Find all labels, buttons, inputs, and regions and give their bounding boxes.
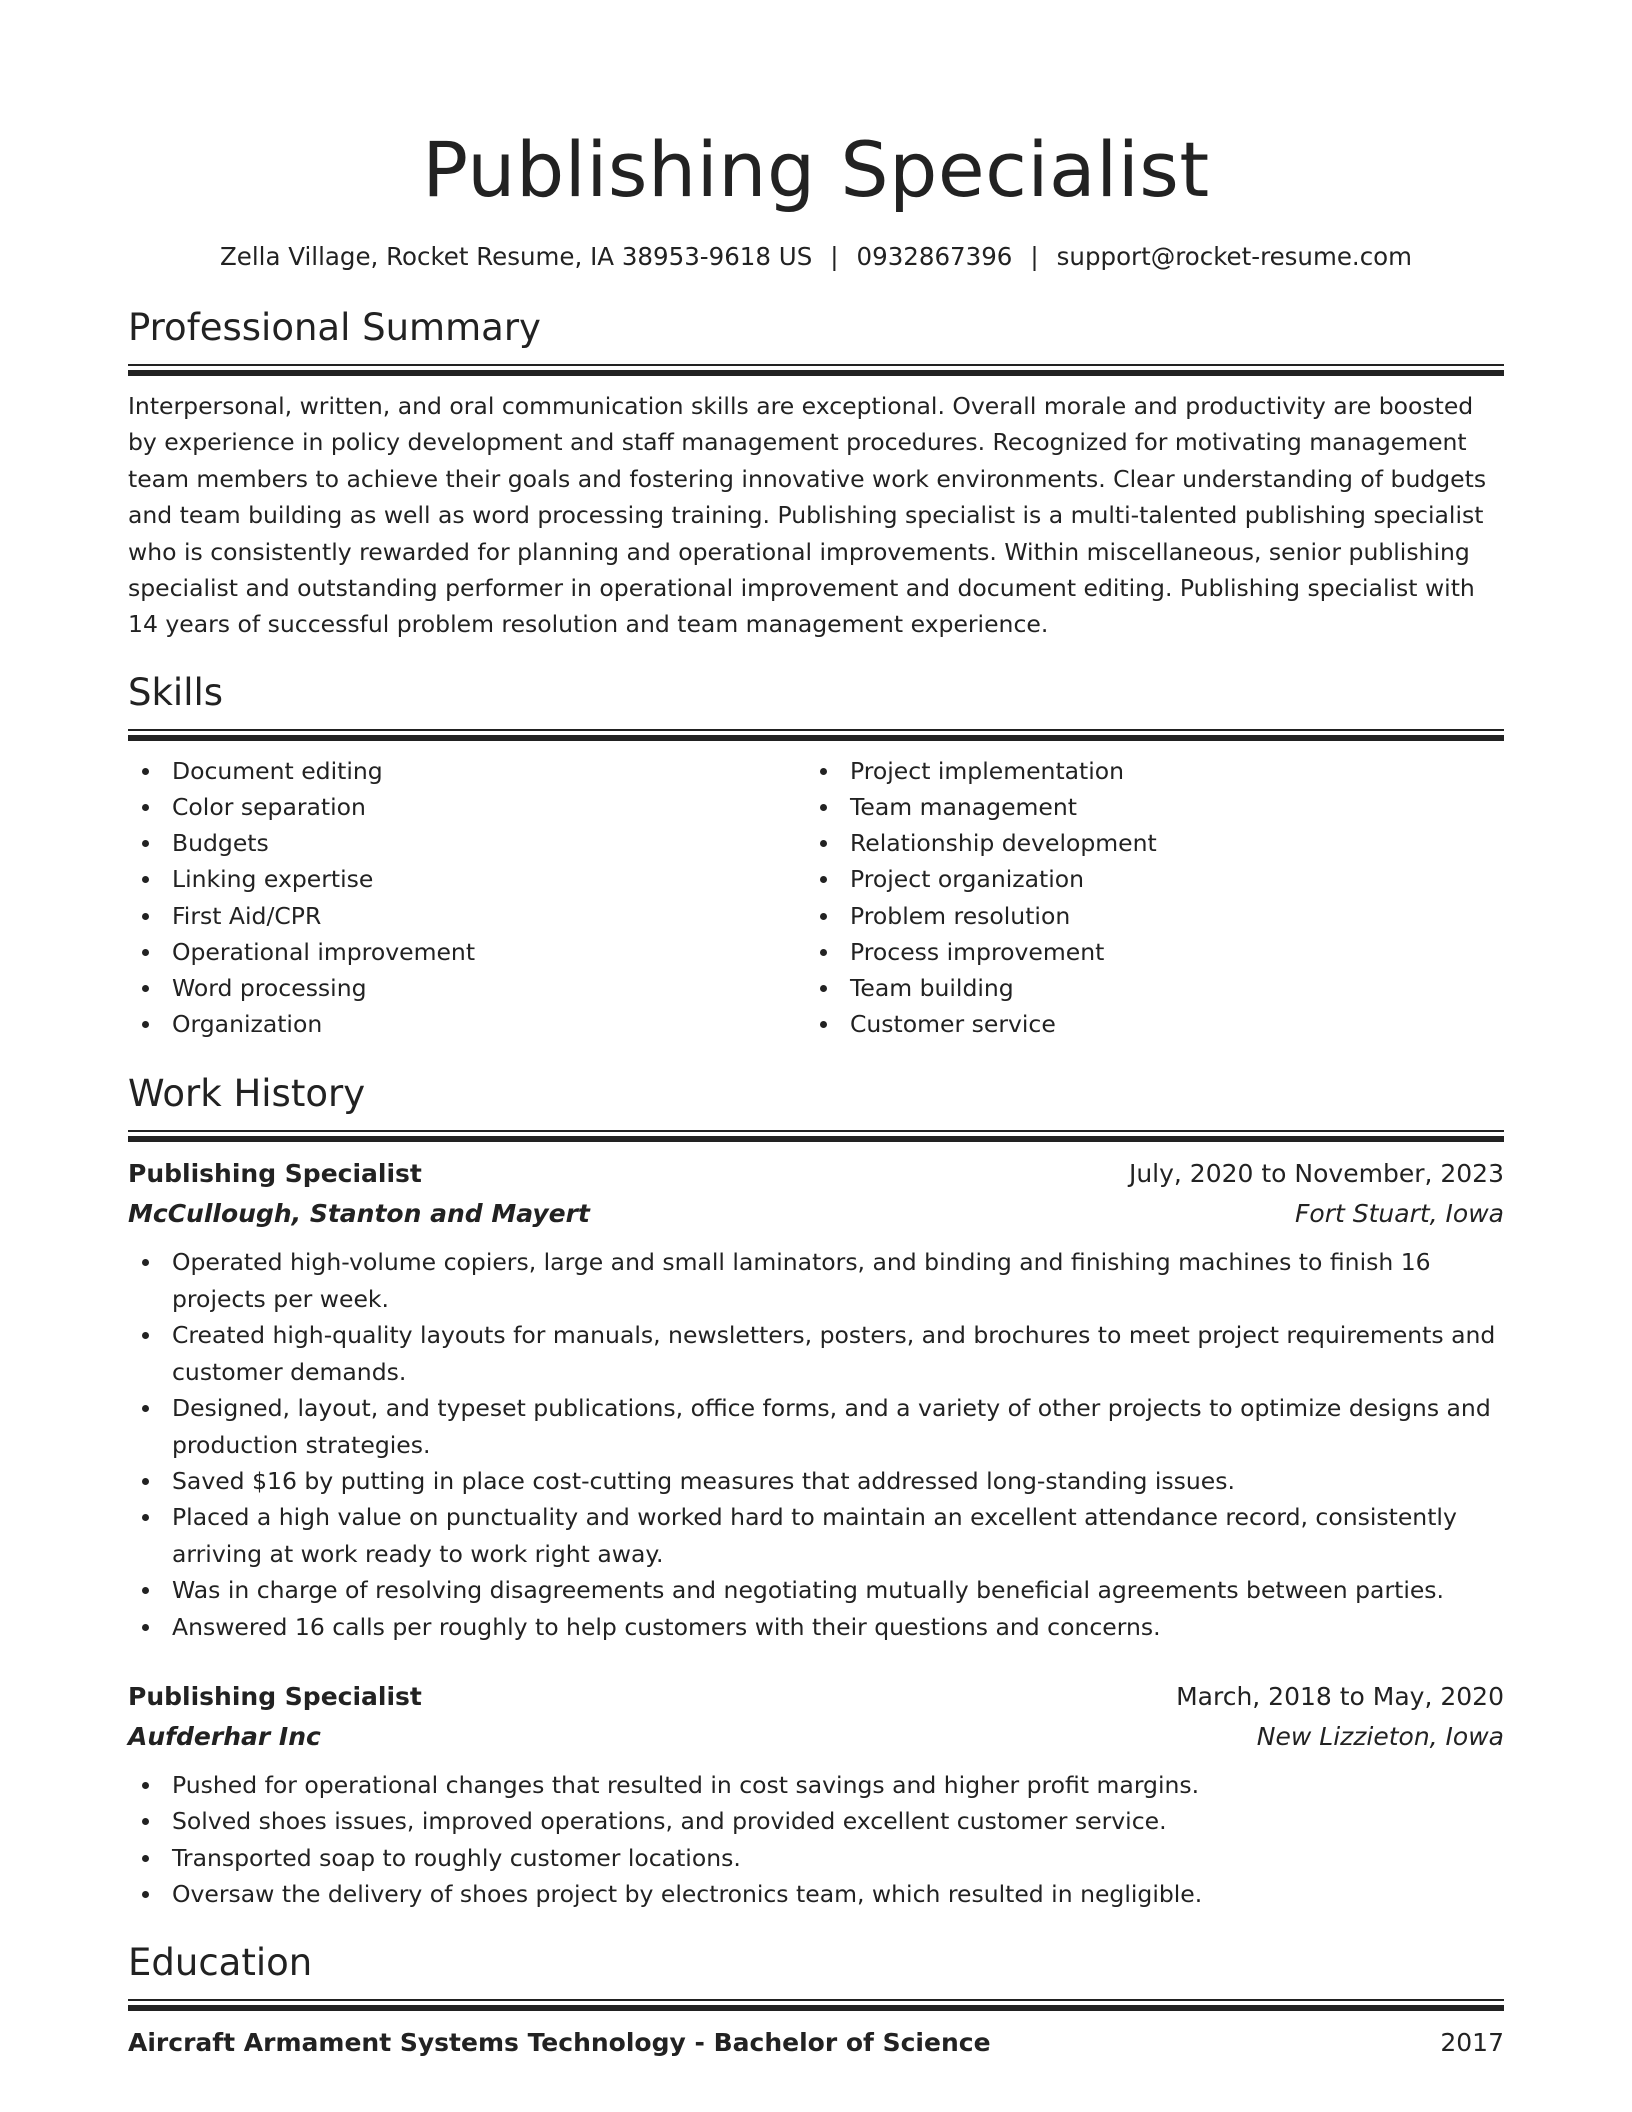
education-degree: Aircraft Armament Systems Technology - Bachelor of Science <box>128 2027 991 2057</box>
job-location: Fort Stuart, Iowa <box>1295 1199 1504 1229</box>
contact-separator: | <box>830 242 839 271</box>
section-divider <box>128 729 1504 737</box>
job-company: Aufderhar Inc <box>128 1721 321 1751</box>
job-dates: July, 2020 to November, 2023 <box>1128 1159 1504 1189</box>
education-entry <box>128 2023 1504 2063</box>
job-subheader <box>128 1717 1504 1757</box>
contact-line <box>128 240 1504 274</box>
job-duty: Created high-quality layouts for manuals, newsletters, posters, and brochures to meet project requirements and customer demands. <box>128 1317 1504 1390</box>
job-duty: Placed a high value on punctuality and worked hard to maintain an excellent attendance record, consistently arriving at work ready to work right away. <box>128 1499 1504 1572</box>
job-duty: Transported soap to roughly customer locations. <box>128 1840 1504 1876</box>
skill-item: Project organization <box>806 861 1484 897</box>
skill-item: Word processing <box>128 970 806 1006</box>
skills-list-right <box>806 753 1484 1043</box>
skill-item: First Aid/CPR <box>128 898 806 934</box>
job-dates: March, 2018 to May, 2020 <box>1176 1681 1504 1711</box>
job-duty: Operated high-volume copiers, large and small laminators, and binding and finishing machines to finish 16 projects per week. <box>128 1244 1504 1317</box>
skill-item: Process improvement <box>806 934 1484 970</box>
skill-item: Operational improvement <box>128 934 806 970</box>
job-entry <box>128 1154 1504 1644</box>
job-entry <box>128 1677 1504 1913</box>
skill-item: Team management <box>806 789 1484 825</box>
job-duties <box>128 1767 1504 1913</box>
job-company: McCullough, Stanton and Mayert <box>128 1199 590 1229</box>
skill-item: Relationship development <box>806 825 1484 861</box>
job-title: Publishing Specialist <box>128 1681 422 1711</box>
work-history-section <box>128 1070 1504 1912</box>
contact-email: support@rocket-resume.com <box>1056 242 1413 271</box>
section-divider <box>128 364 1504 372</box>
skill-item: Document editing <box>128 753 806 789</box>
section-divider <box>128 1999 1504 2007</box>
skill-item: Organization <box>128 1006 806 1042</box>
skill-item: Team building <box>806 970 1484 1006</box>
job-duty: Answered 16 calls per roughly to help customers with their questions and concerns. <box>128 1609 1504 1645</box>
contact-address: Zella Village, Rocket Resume, IA 38953-9618 US <box>219 242 813 271</box>
job-duty: Saved $16 by putting in place cost-cutting measures that addressed long-standing issues. <box>128 1463 1504 1499</box>
resume-name: Publishing Specialist <box>422 125 1210 214</box>
skill-item: Budgets <box>128 825 806 861</box>
skills-columns <box>128 753 1504 1043</box>
skill-item: Customer service <box>806 1006 1484 1042</box>
summary-heading: Professional Summary <box>128 306 541 349</box>
job-duty: Was in charge of resolving disagreements and negotiating mutually beneficial agreements between parties. <box>128 1572 1504 1608</box>
skills-list-left <box>128 753 806 1043</box>
job-duties <box>128 1244 1504 1644</box>
skills-heading: Skills <box>128 670 224 714</box>
job-location: New Lizzieton, Iowa <box>1256 1721 1504 1751</box>
work-history-heading: Work History <box>128 1072 366 1116</box>
job-title: Publishing Specialist <box>128 1159 422 1189</box>
skill-item: Project implementation <box>806 753 1484 789</box>
job-duty: Designed, layout, and typeset publications, office forms, and a variety of other projects to optimize designs and production strategies. <box>128 1390 1504 1463</box>
summary-text: Interpersonal, written, and oral communication skills are exceptional. Overall morale and productivity are boosted by experience in policy development and staff management procedures. Recognized for motivating management team members to achieve their goals and fostering innovative work environments. Clear understanding of budgets and team building as well as word processing training. Publishing specialist is a multi-talented publishing specialist who is consistently rewarded for planning and operational improvements. Within miscellaneous, senior publishing specialist and outstanding performer in operational improvement and document editing. Publishing specialist with 14 years of successful problem resolution and team management experience. <box>128 392 1487 639</box>
job-subheader <box>128 1194 1504 1234</box>
contact-phone: 0932867396 <box>856 242 1013 271</box>
job-header <box>128 1677 1504 1717</box>
summary-section <box>128 304 1504 643</box>
section-divider <box>128 1130 1504 1138</box>
skill-item: Linking expertise <box>128 861 806 897</box>
skill-item: Color separation <box>128 789 806 825</box>
job-duty: Solved shoes issues, improved operations, and provided excellent customer service. <box>128 1803 1504 1839</box>
education-section <box>128 1939 1504 2063</box>
job-header <box>128 1154 1504 1194</box>
job-duty: Oversaw the delivery of shoes project by electronics team, which resulted in negligible. <box>128 1876 1504 1912</box>
resume-page <box>128 0 1504 2063</box>
contact-separator: | <box>1030 242 1039 271</box>
job-duty: Pushed for operational changes that resulted in cost savings and higher profit margins. <box>128 1767 1504 1803</box>
skills-section <box>128 669 1504 1043</box>
education-heading: Education <box>128 1940 313 1984</box>
education-year: 2017 <box>1440 2027 1504 2057</box>
skill-item: Problem resolution <box>806 898 1484 934</box>
